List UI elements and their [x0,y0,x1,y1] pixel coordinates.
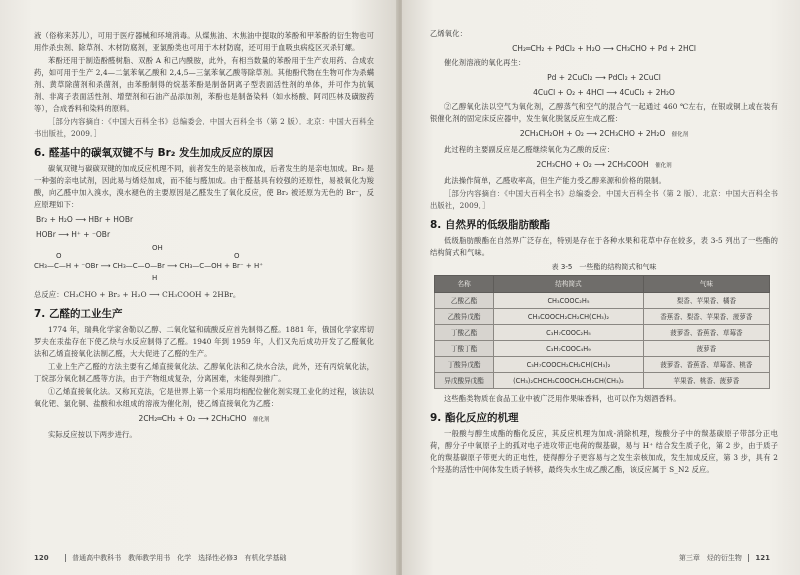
paragraph: 乙烯氧化： [430,29,467,38]
table-cell: C₃H₇COOC₄H₉ [494,341,644,357]
reaction-mechanism [34,243,374,287]
footer-divider [65,554,66,562]
paragraph: 实际反应按以下两步进行。 [48,430,137,439]
table-cell: 菠萝香、香蕉香、草莓香 [643,325,769,341]
section-title-7: 7. 乙醛的工业生产 [34,308,123,320]
table-cell: 菠萝香、香蕉香、草莓香、桃香 [643,357,769,373]
table-cell: 丁酸丁酯 [435,341,494,357]
paragraph: 低级脂肪酸酯在自然界广泛存在，特别是存在于各种水果和花草中存在较多，表 3-5 列出了一些酯的结构简式和气味。 [430,236,778,257]
table-row [435,293,770,309]
table-cell: C₃H₇COOCH₂CH₂CH(CH₃)₂ [494,357,644,373]
paragraph: 液（俗称来苏儿），可用于医疗器械和环境消毒。从煤焦油、木焦油中提取的苯酚和甲苯酚的衍生物也可用作杀虫剂、除草剂、木材防腐剂，亚氯酚类也可用于木材防腐，还可用于血吸虫病疫区灭杀钉螺。 [34,31,374,52]
equation: HOBr ⟶ H⁺ + ⁻OBr [36,230,111,239]
mech-main-equation: CH₃—C—H + ⁻OBr ⟶ CH₃—C—O—Br ⟶ CH₃—C—OH + Br⁻ + H⁺ [34,262,263,270]
mech-label: O [56,252,62,260]
eq-text: 2CH₂═CH₂ + O₂ ⟶ 2CH₃CHO [138,414,247,423]
table-cell: C₃H₇COOC₂H₅ [494,325,644,341]
mech-label: OH [152,244,163,252]
column-header: 气味 [643,276,769,293]
eq-text: 2CH₃CHO + O₂ ⟶ 2CH₃COOH [536,160,649,169]
footer-divider [748,554,749,562]
table-cell: 丁酸乙酯 [435,325,494,341]
equation: 4CuCl + O₂ + 4HCl ⟶ 4CuCl₂ + 2H₂O [533,88,675,97]
table-cell: 梨香、苹果香、橘香 [643,293,769,309]
total-equation: 总反应：CH₃CHO + Br₂ + H₂O ⟶ CH₃COOH + 2HBr。 [34,290,241,299]
left-footer [34,553,287,563]
section-title-8: 8. 自然界的低级脂肪酸酯 [430,219,550,231]
paragraph: ②乙醇氧化法以空气为氧化剂，乙醇蒸气和空气的混合气一起通过 460 ℃左右，在银或铜上或在装有银催化剂的固定床反应器中，发生氧化脱氢反应生成乙醛： [430,102,778,123]
table-row [435,325,770,341]
equation: CH₂═CH₂ + PdCl₂ + H₂O ⟶ CH₃CHO + Pd + 2HCl [512,44,696,53]
table-row [435,341,770,357]
right-page-content [430,28,778,477]
eq-text: 2CH₃CH₂OH + O₂ ⟶ 2CH₃CHO + 2H₂O [519,129,666,138]
table-row [435,357,770,373]
equation: Br₂ + H₂O ⟶ HBr + HOBr [36,215,134,224]
table-row [435,373,770,389]
eq-condition: 催化剂 [671,132,689,138]
paragraph: 此法操作简单，乙醛收率高，但生产能力受乙醇来源和价格的限制。 [444,176,666,185]
reference: ［部分内容摘自：《中国大百科全书》总编委会．中国大百科全书（第 2 版）．北京：中国大百科全书出版社，2009．］ [430,189,778,210]
section-title-6: 6. 醛基中的碳氧双键不与 Br₂ 发生加成反应的原因 [34,147,274,159]
column-header: 名称 [435,276,494,293]
paragraph: 催化剂溶液的氧化再生： [444,58,526,67]
paragraph: 碳氧双键与碳碳双键的加成反应机理不同，前者发生的是亲核加成，后者发生的是亲电加成。Br₂ 是一种强的亲电试剂，因此易与烯烃加成，而不能与醛加成。由于醛基具有较强的还原性，易被氧化为羧酸，向乙醛中加入溴水，溴水褪色的主要原因是乙醛发生了氧化反应，使 Br₂ 被还原为无色的 Br⁻，反应原理如下： [34,164,374,209]
table-cell: 丁酸异戊酯 [435,357,494,373]
table-cell: CH₃COOCH₂CH₂CH(CH₃)₂ [494,309,644,325]
chapter-title: 第三章 烃的衍生物 [678,554,742,562]
paragraph: ①乙烯直接氧化法。又称瓦克法，它是世界上第一个采用均相配位催化剂实现工业化的过程，该法以氧化钯、氯化铜、盐酸和水组成的溶液为催化剂，使乙烯直接氧化为乙醛： [34,387,374,408]
table-caption: 表 3-5 一些酯的结构简式和气味 [551,263,657,271]
left-page-content [34,30,374,442]
mech-label: H [152,274,158,282]
table-cell: 乙酸异戊酯 [435,309,494,325]
table-cell: 苹果香、桃香、菠萝香 [643,373,769,389]
paragraph: 1774 年，瑞典化学家舍勒以乙醇、二氧化锰和硫酸反应首先制得乙醛。1881 年，俄国化学家库切罗夫在汞盐存在下使乙炔与水反应制得了乙醛。1940 年到 1959 年，人们又先后成功开发了乙醛氧化法和乙烯直接氧化法制乙醛，大大促进了乙醛的生产。 [34,325,374,358]
table-cell: 异戊酸异戊酯 [435,373,494,389]
paragraph: 此过程的主要副反应是乙醛继续氧化为乙酸的反应： [444,145,615,154]
section-title-9: 9. 酯化反应的机理 [430,412,519,424]
table-row [435,309,770,325]
left-page [0,0,398,575]
eq-condition: 催化剂 [655,163,672,169]
equation [430,158,778,173]
reference: ［部分内容摘自：《中国大百科全书》总编委会．中国大百科全书（第 2 版）．北京：中国大百科全书出版社，2009．］ [34,117,374,138]
book-title: 普通高中教科书 教师教学用书 化学 选择性必修3 有机化学基础 [72,554,287,562]
paragraph: 一般酸与醇生成酯的酯化反应，其反应机理为加成-消除机理，羧酸分子中的羰基碳原子带部分正电荷，醇分子中氧原子上的孤对电子进攻带正电荷的羰基碳，易与 H⁺ 结合发生质子化，第 2 步，由于质子化的羰基碳原子带更大的正电性，使得醇分子更容易与之发生亲核加成，发生加成反应，第 3 步，具有 2 个羟基的活性中间体发生质子转移，最终失水生成乙酸乙酯，该反应属于 S_N2 反应。 [430,429,778,474]
ester-table [434,275,770,389]
right-page [402,0,800,575]
table-header-row [435,276,770,293]
table-cell: (CH₃)₂CHCH₂COOCH₂CH₂CH(CH₃)₂ [494,373,644,389]
page-number: 120 [34,554,49,562]
table-cell: CH₃COOC₂H₅ [494,293,644,309]
table-cell: 乙酸乙酯 [435,293,494,309]
table-cell: 菠萝香 [643,341,769,357]
paragraph: 工业上生产乙醛的方法主要有乙烯直接氧化法、乙醇氧化法和乙炔水合法，此外，还有丙烷氧化法，丁烷部分氧化制乙醛等方法，由于产物组成复杂，分离困难，未能得到推广。 [34,362,374,383]
page-number: 121 [755,554,770,562]
eq-condition: 催化剂 [252,417,270,423]
paragraph: 苯酚还用于制造酚醛树脂、双酚 A 和己内酰胺，此外，有相当数量的苯酚用于生产农用药、合成农药，如可用于生产 2,4—二氯苯氧乙酸和 2,4,5—三氯苯氧乙酸等除草剂。其他酚代物在生物可作为杀螨剂、黄草除菌剂和杀菌剂，由苯酚制得的烷基苯酚是制备阴离子型表面活性剂的单体，并可作为抗氧剂、非离子表面活性剂、增塑剂和石油产品添加剂，苯酚也是制备染料（如水杨酸、阿司匹林及磺胺药等），合成香料和染料的原料。 [34,56,374,113]
equation: Pd + 2CuCl₂ ⟶ PdCl₂ + 2CuCl [547,73,661,82]
equation-ethylene [34,412,374,427]
table-cell: 香蕉香、梨香、苹果香、菠萝香 [643,309,769,325]
right-footer [679,553,770,563]
column-header: 结构简式 [494,276,644,293]
table-note: 这些酯类物质在食品工业中被广泛用作果味香料，也可以作为烟酒香料。 [444,394,681,403]
mech-label: O [234,252,240,260]
equation [430,127,778,142]
